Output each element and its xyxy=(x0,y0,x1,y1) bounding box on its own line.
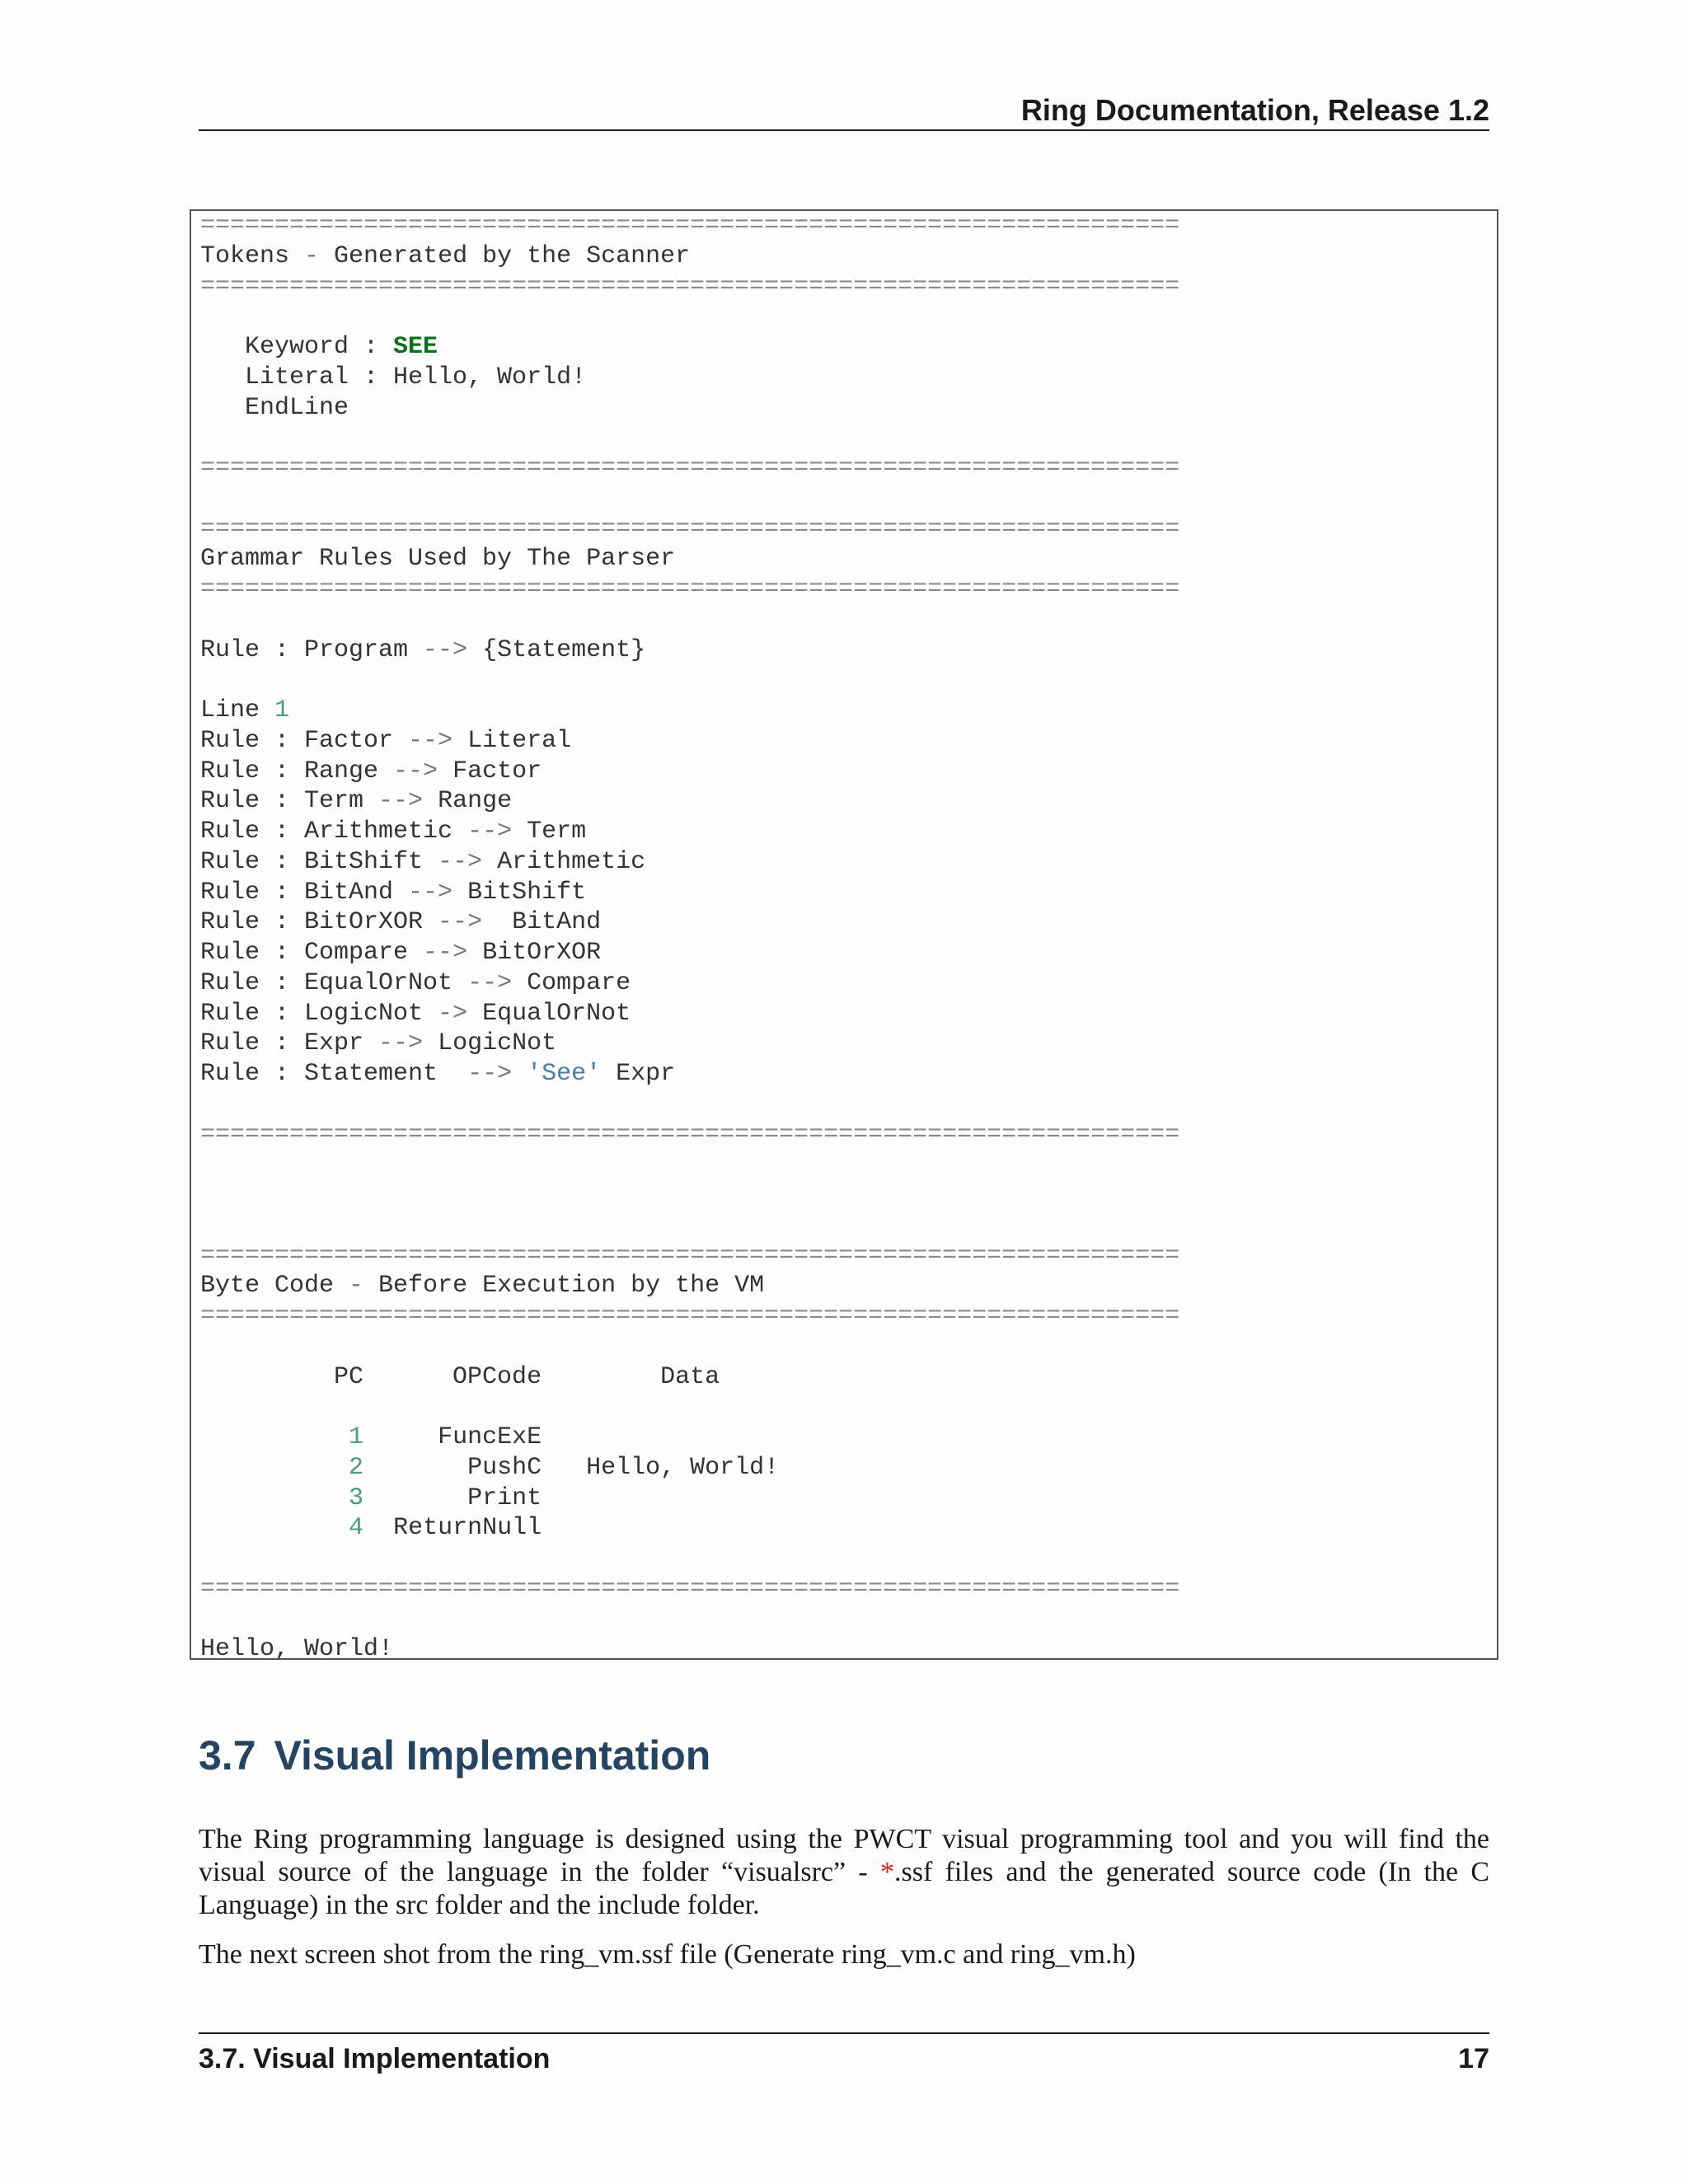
program-output: Hello, World! xyxy=(200,1635,394,1664)
section-number: 3.7 xyxy=(199,1732,256,1779)
section-heading xyxy=(199,1722,710,1788)
separator: ================================================================== xyxy=(200,1241,1180,1270)
bytecode-header: PC OPCode Data xyxy=(200,1362,720,1391)
page-number: 17 xyxy=(1458,2043,1489,2074)
section-title-text: Visual Implementation xyxy=(274,1732,711,1779)
rule-line: Rule : BitOrXOR --> BitAnd xyxy=(200,908,602,937)
separator: ================================================================== xyxy=(200,514,1180,543)
tokens-title: Tokens - Generated by the Scanner xyxy=(200,241,691,270)
keyword-line: Keyword : SEE xyxy=(200,333,438,361)
rule-line: Rule : Range --> Factor xyxy=(200,757,542,785)
header-rule xyxy=(199,129,1489,131)
paragraph: The next screen shot from the ring_vm.ssf file (Generate ring_vm.c and ring_vm.h) xyxy=(199,1939,1136,1970)
bytecode-row: 2 PushC Hello, World! xyxy=(349,1453,780,1482)
separator: ================================================================== xyxy=(200,575,1180,603)
rule-line: Rule : Term --> Range xyxy=(200,787,513,816)
footer-section-title: 3.7. Visual Implementation xyxy=(199,2043,551,2074)
line-label: Line 1 xyxy=(200,696,290,724)
rule-line: Rule : Factor --> Literal xyxy=(200,726,572,755)
code-block xyxy=(190,209,1498,1664)
literal-line: Literal : Hello, World! xyxy=(200,363,587,391)
rule-line: Rule : Arithmetic --> Term xyxy=(200,818,587,846)
bytecode-title: Byte Code - Before Execution by the VM xyxy=(200,1272,765,1301)
paragraph: The Ring programming language is designed using the PWCT visual programming tool and you will find the visual source of the language in the folder “visualsrc” - *.ssf files and the generated source code (In the C Language) in the src folder and the include folder. xyxy=(199,1824,1490,1920)
rule-line: Rule : BitAnd --> BitShift xyxy=(200,878,587,907)
bytecode-row: 4 ReturnNull xyxy=(349,1514,542,1543)
line-number: 1 xyxy=(274,696,290,724)
rule-program: Rule : Program --> {Statement} xyxy=(200,635,646,664)
asterisk-link: * xyxy=(880,1857,894,1887)
endline-line: EndLine xyxy=(200,393,349,422)
rule-line: Rule : Compare --> BitOrXOR xyxy=(200,939,602,967)
rule-line: Rule : Expr --> LogicNot xyxy=(200,1029,557,1058)
code-listing xyxy=(200,211,1179,1665)
bytecode-row: 1 FuncExE xyxy=(349,1423,542,1451)
grammar-title: Grammar Rules Used by The Parser xyxy=(200,545,676,574)
bytecode-row: 3 Print xyxy=(349,1483,542,1512)
keyword-value: SEE xyxy=(393,333,438,361)
separator: ================================================================== xyxy=(200,1120,1180,1149)
separator: ================================================================== xyxy=(200,454,1180,482)
separator: ================================================================== xyxy=(200,1302,1180,1330)
rule-line: Rule : EqualOrNot --> Compare xyxy=(200,968,631,997)
running-header: Ring Documentation, Release 1.2 xyxy=(1020,93,1489,127)
separator: ================================================================== xyxy=(200,212,1180,240)
rule-line: Rule : LogicNot -> EqualOrNot xyxy=(200,999,631,1028)
rule-statement: Rule : Statement --> 'See' Expr xyxy=(200,1060,676,1088)
rule-line: Rule : BitShift --> Arithmetic xyxy=(200,847,646,876)
separator: ================================================================== xyxy=(200,1574,1180,1603)
footer-rule xyxy=(199,2032,1489,2034)
separator: ================================================================== xyxy=(200,272,1180,301)
